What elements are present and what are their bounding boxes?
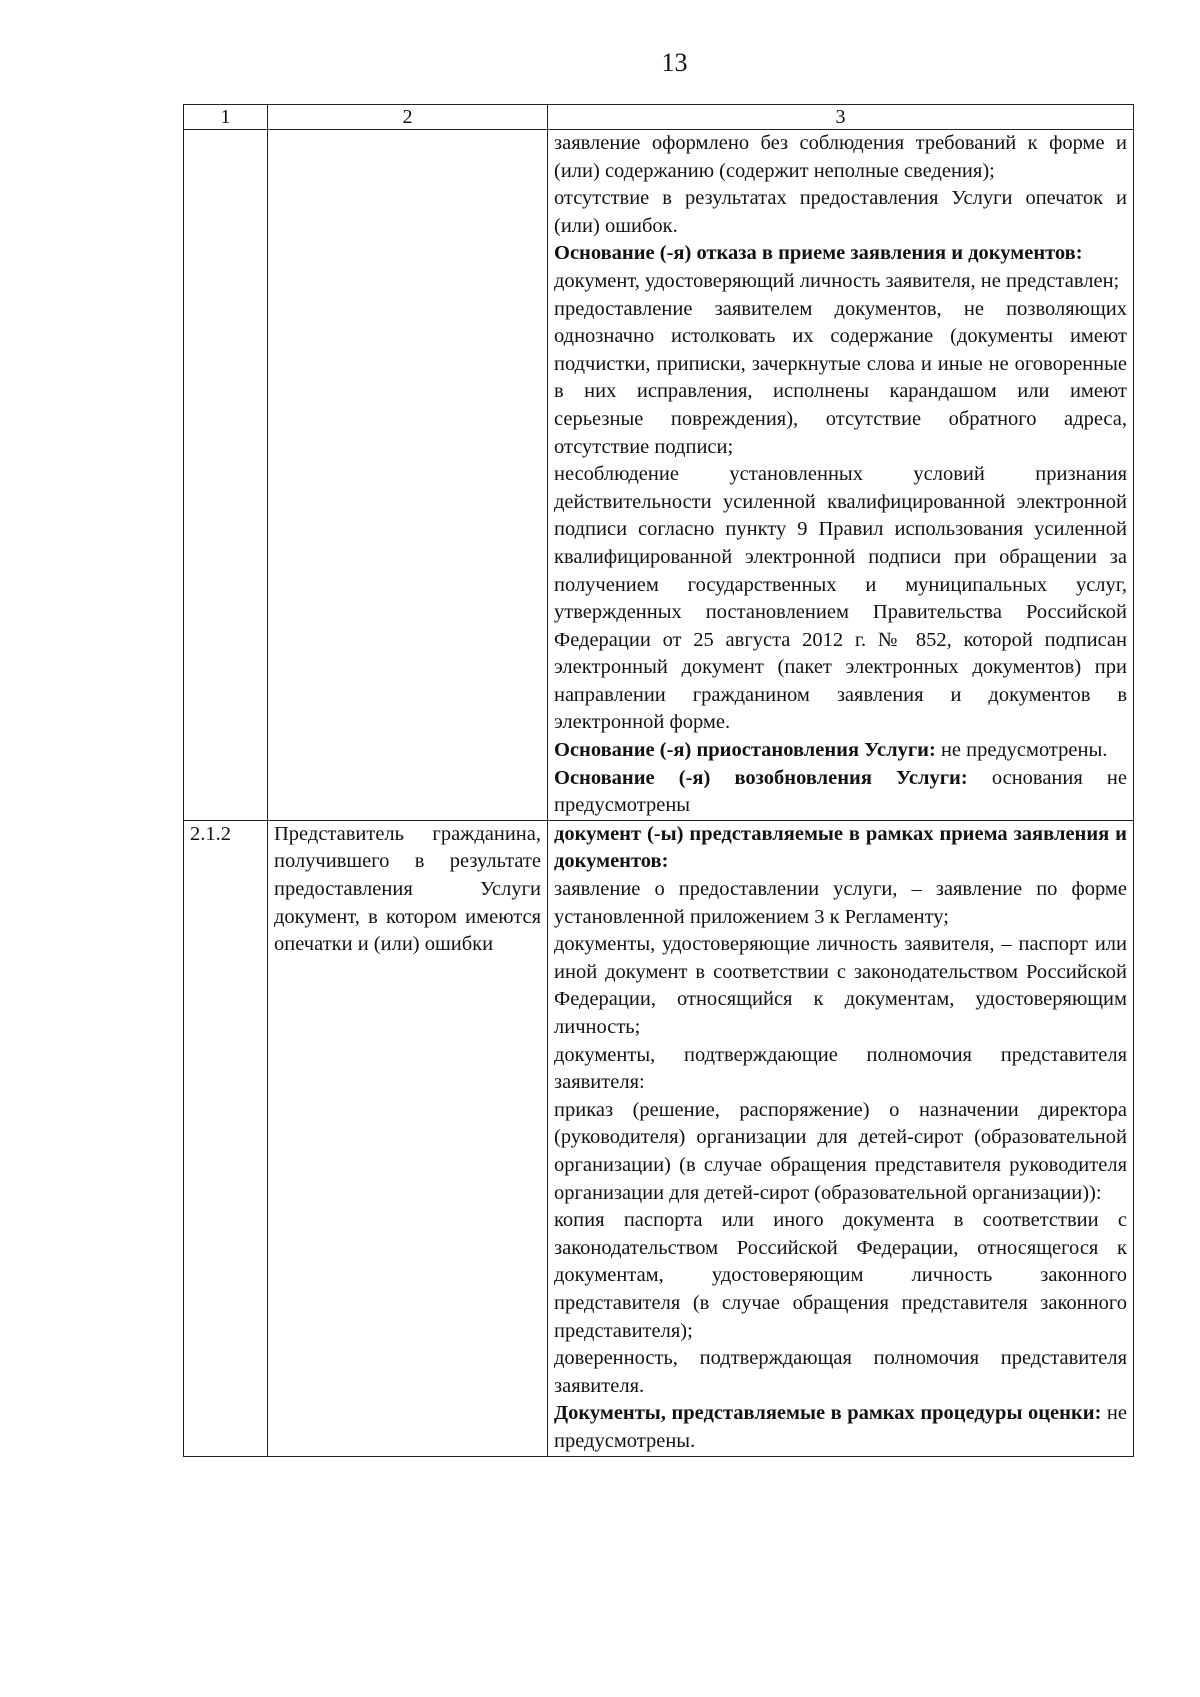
header-cell-2: 2 [268,105,548,130]
paragraph-text: копия паспорта или иного документа в соответствии с законодательством Российской Федерации, относящегося к документам, удостоверяющим личность законного представителя (в случае обращения представителя законного представителя); [554,1209,1127,1342]
paragraph-heading: Документы, представляемые в рамках процедуры оценки: [554,1402,1102,1425]
row2-documents-cell [548,820,1134,1456]
paragraph-text: несоблюдение установленных условий признания действительности усиленной квалифицированной электронной подписи согласно пункту 9 Правил использования усиленной квалифицированной электронной подписи при обращении за получением государственных и муниципальных услуг, утвержденных постановлением Правительства Российской Федерации от 25 августа 2012 г. № 852, которой подписан электронный документ (пакет электронных документов) при направлении гражданином заявления и документов в электронной форме. [554,463,1127,734]
table-row [184,130,1134,821]
paragraph-text: доверенность, подтверждающая полномочия представителя заявителя. [554,1347,1127,1397]
paragraph-heading: документ (-ы) представляемые в рамках приема заявления и документов: [554,822,1127,873]
paragraph [554,461,1127,737]
paragraph-text: приказ (решение, распоряжение) о назначении директора (руководителя) организации для детей-сирот (образовательной организации) (в случае обращения представителя руководителя организации для детей-сирот (образовательной организации)): [554,1098,1127,1204]
paragraph-text: документы, удостоверяющие личность заявителя, – паспорт или иной документ в соответствии с законодательством Российской Федерации, относящийся к документам, удостоверяющим личность; [554,933,1127,1038]
paragraph [554,876,1127,931]
paragraph [554,1207,1127,1345]
paragraph-text: документ, удостоверяющий личность заявителя, не представлен; [554,269,1120,292]
applicant-text: Представитель гражданина, получившего в результате предоставления Услуги документ, в котором имеются опечатки и (или) ошибки [274,822,541,956]
header-cell-1: 1 [184,105,268,130]
paragraph [554,130,1127,185]
row1-conditions-cell [548,130,1134,821]
row2-applicant-cell [268,820,548,1456]
paragraph [554,296,1127,462]
paragraph-text: не предусмотрены. [554,1402,1127,1452]
paragraph-text: предоставление заявителем документов, не позволяющих однозначно истолковать их содержание (документы имеют подчистки, приписки, зачеркнутые слова и иные не оговоренные в них исправления, исполнены карандашом или имеют серьезные повреждения), отсутствие обратного адреса, отсутствие подписи; [554,297,1127,458]
paragraph [554,821,1127,876]
paragraph [554,240,1127,268]
row2-number-cell: 2.1.2 [184,820,268,1456]
paragraph [554,1042,1127,1097]
paragraph-heading: Основание (-я) отказа в приеме заявления и документов: [554,242,1083,265]
paragraph [554,737,1127,765]
paragraph-text: основания не предусмотрены [554,766,1127,817]
paragraph [554,765,1127,820]
paragraph-text: не предусмотрены. [935,739,1108,762]
table-header-row [184,105,1134,130]
paragraph [554,1097,1127,1207]
paragraph [554,268,1127,296]
row1-applicant-cell [268,130,548,821]
paragraph-text: заявление оформлено без соблюдения требований к форме и (или) содержанию (содержит неполные сведения); [554,132,1127,182]
table-row [184,820,1134,1456]
paragraph-text: заявление о предоставлении услуги, – заявление по форме установленной приложением 3 к Регламенту; [554,878,1127,928]
page-number: 13 [661,48,688,77]
services-table [183,104,1134,1457]
header-cell-3: 3 [548,105,1134,130]
paragraph-heading: Основание (-я) приостановления Услуги: [554,739,936,762]
paragraph [554,931,1127,1041]
paragraph [554,1345,1127,1400]
paragraph-heading: Основание (-я) возобновления Услуги: [554,766,968,789]
paragraph-text: документы, подтверждающие полномочия представителя заявителя: [554,1043,1127,1094]
paragraph [554,185,1127,240]
paragraph-text: отсутствие в результатах предоставления Услуги опечаток и (или) ошибок. [554,187,1127,237]
paragraph [554,1400,1127,1455]
row1-number-cell [184,130,268,821]
